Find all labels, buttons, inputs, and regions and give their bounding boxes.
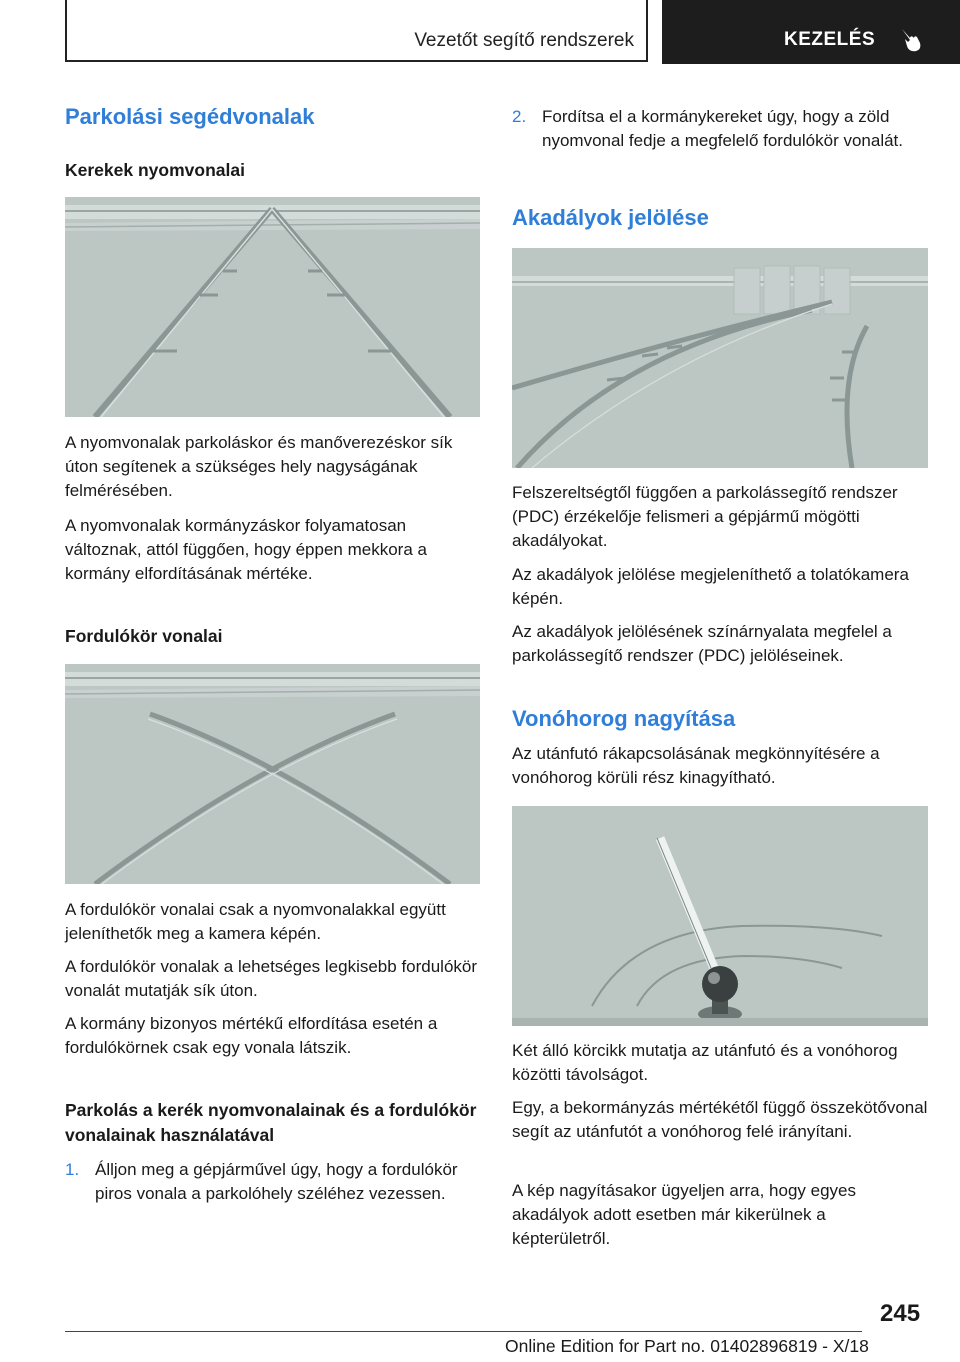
page-header bbox=[0, 0, 960, 66]
header-tag: KEZELÉS bbox=[784, 29, 876, 50]
paragraph-turning-display: A fordulókör vonalai csak a nyomvonalakkal együtt jeleníthetők meg a kamera képén. bbox=[65, 900, 446, 943]
paragraph-tracks-change: A nyomvonalak kormányzáskor folyamatosan változnak, attól függően, hogy éppen mekkora a kormány elfordításának mértéke. bbox=[65, 516, 427, 583]
subheading-turning-circle: Fordulókör vonalai bbox=[65, 626, 223, 646]
step-2-number: 2. bbox=[512, 107, 527, 126]
step-1-text: Álljon meg a gépjárművel úgy, hogy a fordulókör piros vonala a parkolóhely széléhez vezessen. bbox=[95, 1160, 458, 1203]
paragraph-turning-one-line: A kormány bizonyos mértékű elfordítása esetén a fordulókörnek csak egy vonala látszik. bbox=[65, 1014, 438, 1057]
paragraph-zoom-warning: A kép nagyításakor ügyeljen arra, hogy egyes akadályok adott esetben már kikerülnek a képterületről. bbox=[512, 1181, 856, 1248]
figure-obstacle-marking bbox=[512, 248, 928, 468]
header-section-box bbox=[65, 0, 648, 62]
paragraph-hitch-zoom: Az utánfutó rákapcsolásának megkönnyítésére a vonóhorog körüli rész kinagyítható. bbox=[512, 744, 880, 787]
header-section-title: Vezetőt segítő rendszerek bbox=[414, 30, 634, 51]
step-2-text: Fordítsa el a kormánykereket úgy, hogy a zöld nyomvonal fedje a megfelelő fordulókör vonalát. bbox=[542, 107, 903, 150]
figure-wheel-tracks bbox=[65, 197, 480, 417]
paragraph-pdc-sensor: Felszereltségtől függően a parkolássegítő rendszer (PDC) érzékelője felismeri a gépjármű mögötti akadályokat. bbox=[512, 483, 898, 550]
step-2 bbox=[512, 105, 928, 177]
footer-divider bbox=[65, 1331, 862, 1332]
subheading-parking-usage: Parkolás a kerék nyomvonalainak és a fordulókör vonalainak használatával bbox=[65, 1100, 477, 1145]
footer-edition: Online Edition for Part no. 01402896819 - X/18 bbox=[505, 1336, 869, 1356]
paragraph-sectors: Két álló körcikk mutatja az utánfutó és a vonóhorog közötti távolságot. bbox=[512, 1041, 898, 1084]
heading-parking-guidelines: Parkolási segédvonalak bbox=[65, 104, 315, 129]
paragraph-obstacle-camera: Az akadályok jelölése megjeleníthető a tolatókamera képén. bbox=[512, 565, 909, 608]
page-number: 245 bbox=[880, 1300, 921, 1327]
heading-hitch-zoom: Vonóhorog nagyítása bbox=[512, 706, 736, 731]
step-1-number: 1. bbox=[65, 1160, 80, 1179]
subheading-wheel-tracks: Kerekek nyomvonalai bbox=[65, 160, 245, 180]
heading-obstacle-marking: Akadályok jelölése bbox=[512, 205, 709, 230]
figure-hitch-zoom bbox=[512, 806, 928, 1026]
paragraph-tracks-purpose: A nyomvonalak parkoláskor és manőverezéskor sík úton segítenek a szükséges hely nagyságának felmérésében. bbox=[65, 433, 453, 500]
pointing-hand-icon bbox=[896, 26, 924, 54]
header-tag-box bbox=[662, 0, 960, 64]
paragraph-obstacle-colors: Az akadályok jelölésének színárnyalata megfelel a parkolássegítő rendszer (PDC) jelöléseinek. bbox=[512, 622, 892, 665]
paragraph-turning-smallest: A fordulókör vonalak a lehetséges legkisebb fordulókör vonalát mutatják sík úton. bbox=[65, 957, 478, 1000]
step-1 bbox=[65, 1158, 480, 1230]
figure-turning-circle bbox=[65, 664, 480, 884]
paragraph-connection-line: Egy, a bekormányzás mértékétől függő összekötővonal segít az utánfutót a vonóhorog felé irányítani. bbox=[512, 1098, 928, 1141]
